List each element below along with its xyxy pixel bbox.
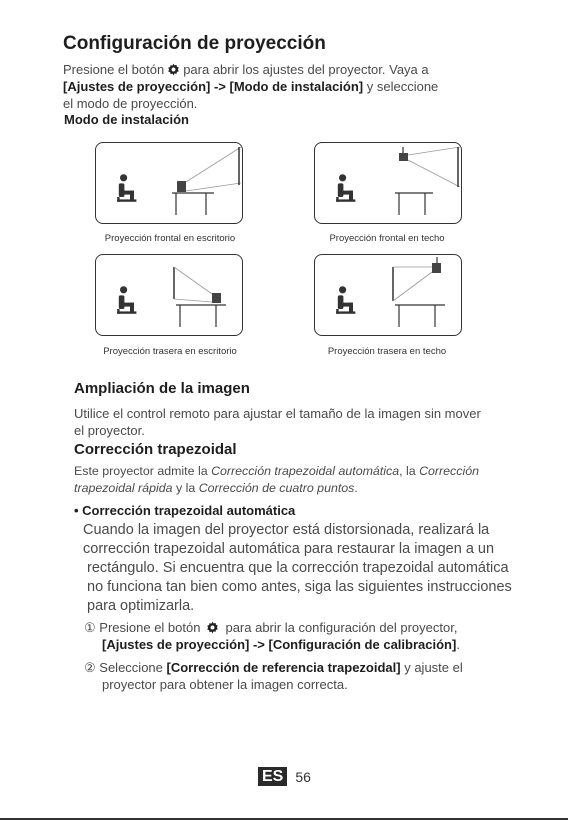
para-line-5: para optimizarla.	[87, 598, 195, 614]
zoom-heading: Ampliación de la imagen	[74, 380, 250, 397]
mode-caption-2: Proyección frontal en techo	[329, 233, 445, 244]
rear-ceiling-diagram	[315, 255, 461, 335]
step-1	[84, 619, 524, 653]
step-2-bold: [Corrección de referencia trapezoidal]	[166, 660, 401, 675]
zoom-line-1: Utilice el control remoto para ajustar el tamaño de la imagen sin mover	[74, 406, 481, 421]
intro-pre: Presione el botón	[63, 62, 165, 77]
keystone-intro	[74, 463, 544, 497]
zoom-text	[74, 405, 534, 439]
para-line-2: corrección trapezoidal automática para restaurar la imagen a un	[83, 541, 495, 557]
step-2-post: y ajuste el	[404, 660, 463, 675]
page-footer	[258, 767, 311, 786]
step-2	[84, 659, 524, 693]
para-line-1: Cuando la imagen del proyector está distorsionada, realizará la	[83, 522, 490, 538]
intro-text	[63, 61, 503, 112]
step-1-number: ①	[84, 620, 96, 635]
keystone-paragraph	[83, 521, 533, 616]
keystone-l2c: Corrección de cuatro puntos	[198, 481, 355, 495]
mode-rear-desktop-illustration	[95, 254, 243, 336]
front-ceiling-diagram	[315, 143, 461, 223]
gear-icon	[167, 63, 180, 76]
para-line-3: rectángulo. Si encuentra que la corrección trapezoidal automática	[87, 560, 509, 576]
step-1-pre: Presione el botón	[99, 620, 201, 635]
keystone-l1c: , la	[399, 464, 416, 478]
mode-front-ceiling-illustration	[314, 142, 462, 224]
step-2-line2: proyector para obtener la imagen correcta.	[102, 677, 348, 692]
step-1-path: [Ajustes de proyección] -> [Configuración de calibración]	[102, 637, 457, 652]
keystone-l1a: Este proyector admite la	[74, 464, 208, 478]
intro-post2: y seleccione	[366, 79, 439, 94]
install-heading: Modo de instalación	[64, 112, 189, 127]
intro-path: [Ajustes de proyección] -> [Modo de instalación]	[63, 79, 364, 94]
language-badge: ES	[258, 767, 287, 786]
mode-caption-4: Proyección trasera en techo	[327, 346, 447, 357]
step-1-end: .	[456, 637, 460, 652]
mode-caption-3: Proyección trasera en escritorio	[103, 346, 237, 357]
keystone-l1b: Corrección trapezoidal automática	[211, 464, 400, 478]
page-number: 56	[295, 768, 311, 785]
intro-line3: el modo de proyección.	[63, 96, 198, 111]
front-desktop-diagram	[96, 143, 242, 223]
keystone-heading: Corrección trapezoidal	[74, 441, 237, 458]
mode-caption-1: Proyección frontal en escritorio	[104, 233, 236, 244]
gear-icon	[206, 621, 219, 634]
step-1-post: para abrir la configuración del proyector,	[225, 620, 458, 635]
keystone-l2b: y la	[175, 481, 196, 495]
rear-desktop-diagram	[96, 255, 242, 335]
intro-post: para abrir los ajustes del proyector. Vaya a	[183, 62, 429, 77]
keystone-l1d: Corrección	[419, 464, 479, 478]
step-2-pre: Seleccione	[99, 660, 163, 675]
page-title: Configuración de proyección	[63, 33, 326, 54]
step-2-number: ②	[84, 660, 96, 675]
zoom-line-2: el proyector.	[74, 423, 145, 438]
mode-rear-ceiling-illustration	[314, 254, 462, 336]
para-line-4: no funciona tan bien como antes, siga las siguientes instrucciones	[87, 579, 512, 595]
mode-front-desktop-illustration	[95, 142, 243, 224]
keystone-l2d: .	[354, 481, 358, 495]
keystone-l2a: trapezoidal rápida	[74, 481, 173, 495]
keystone-bullet: • Corrección trapezoidal automática	[74, 503, 296, 518]
